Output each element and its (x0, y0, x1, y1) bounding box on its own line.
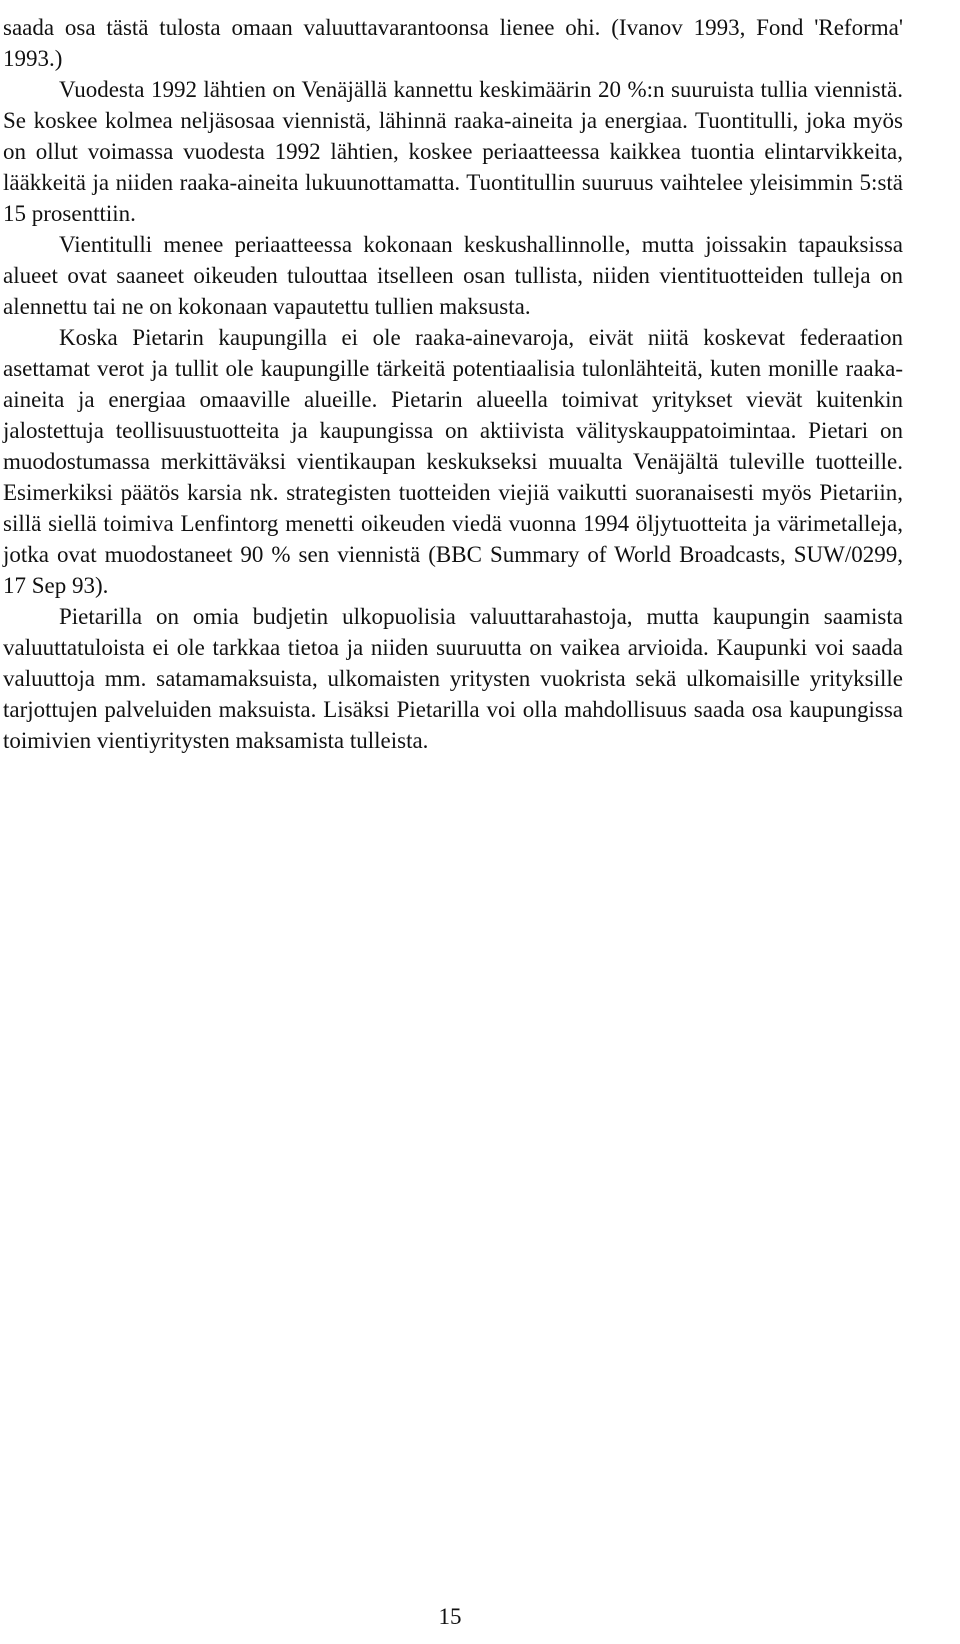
body-text (3, 12, 903, 756)
paragraph-export-tariff-allocation: Vientitulli menee periaatteessa kokonaan keskushallinnolle, mutta joissakin tapauksissa alueet ovat saaneet oikeuden tulouttaa itselleen osan tullista, niiden vientituotteiden tulleja on alennettu tai ne on kokonaan vapautettu tullien maksusta. (3, 232, 903, 319)
paragraph-currency-funds: Pietarilla on omia budjetin ulkopuolisia valuuttarahastoja, mutta kaupungin saamista valuuttatuloista ei ole tarkkaa tietoa ja niiden suuruutta on vaikea arvioida. Kaupunki voi saada valuuttoja mm. satamamaksuista, ulkomaisten yritysten vuokrista sekä ulkomaisille yrityksille tarjottujen palveluiden maksuista. Lisäksi Pietarilla voi olla mahdollisuus saada osa kaupungissa toimivien vientiyritysten maksamista tulleista. (3, 604, 903, 753)
paragraph-petersburg-trade: Koska Pietarin kaupungilla ei ole raaka-ainevaroja, eivät niitä koskevat federaation asettamat verot ja tullit ole kaupungille tärkeitä potentiaalisia tulonlähteitä, kuten monille raaka-aineita ja energiaa omaaville alueille. Pietarin alueella toimivat yritykset vievät kuitenkin jalostettuja teollisuustuotteita ja kaupungissa on aktiivista välityskauppatoimintaa. Pietari on muodostumassa merkittäväksi vientikaupan keskukseksi muualta Venäjältä tuleville tuotteille. Esimerkiksi päätös karsia nk. strategisten tuotteiden viejiä vaikutti suoranaisesti myös Pietariin, sillä siellä toimiva Lenfintorg menetti oikeuden viedä vuonna 1994 öljytuotteita ja värimetalleja, jotka ovat muodostaneet 90 % sen viennistä (BBC Summary of World Broadcasts, SUW/0299, 17 Sep 93). (3, 325, 903, 598)
page-number: 15 (438, 1604, 462, 1629)
paragraph-export-duties: Vuodesta 1992 lähtien on Venäjällä kannettu keskimäärin 20 %:n suuruista tullia viennistä. Se koskee kolmea neljäsosaa viennistä, lähinnä raaka-aineita ja energiaa. Tuontitulli, joka myös on ollut voimassa vuodesta 1992 lähtien, koskee periaatteessa kaikkea tuontia elintarvikkeita, lääkkeitä ja niiden raaka-aineita lukuunottamatta. Tuontitullin suuruus vaihtelee yleisimmin 5:stä 15 prosenttiin. (3, 77, 903, 226)
paragraph-continuation: saada osa tästä tulosta omaan valuuttavarantoonsa lienee ohi. (Ivanov 1993, Fond 'Reforma' 1993.) (3, 15, 903, 71)
